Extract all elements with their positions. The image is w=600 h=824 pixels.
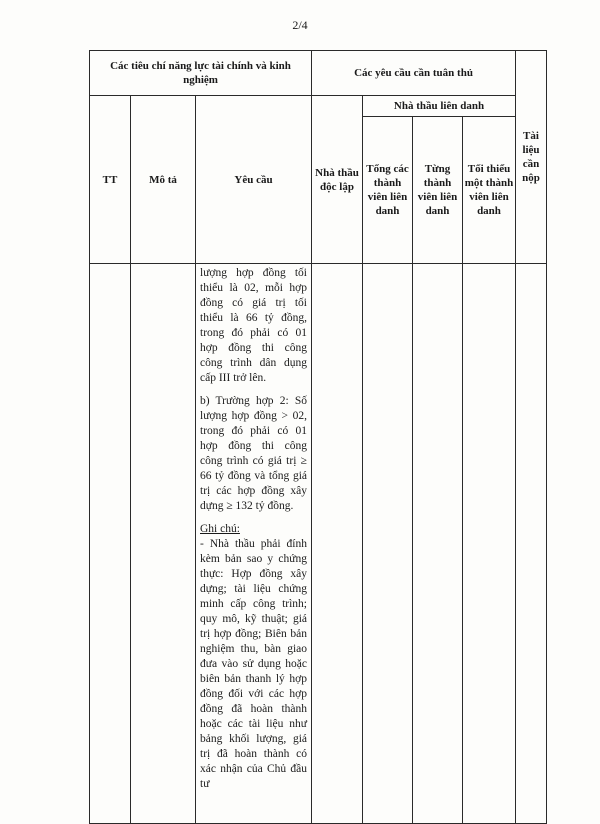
criteria-group-header: Các tiêu chí năng lực tài chính và kinh nghiệm <box>90 51 312 96</box>
independent-cell <box>312 264 363 824</box>
each-member-cell <box>413 264 463 824</box>
note-label: Ghi chú: <box>200 523 240 535</box>
min-one-member-cell <box>463 264 516 824</box>
tt-header: TT <box>90 96 131 264</box>
documents-header: Tài liệu cần nộp <box>516 51 547 264</box>
description-header: Mô tả <box>131 96 196 264</box>
joint-venture-header: Nhà thầu liên danh <box>363 96 516 117</box>
min-one-member-header: Tối thiểu một thành viên liên danh <box>463 117 516 264</box>
documents-cell <box>516 264 547 824</box>
all-members-cell <box>363 264 413 824</box>
criteria-table <box>89 50 547 824</box>
tt-cell <box>90 264 131 824</box>
page-number: 2/4 <box>292 18 308 32</box>
requirement-paragraph-2: b) Trường hợp 2: Số lượng hợp đồng > 02, trong đó phải có 01 hợp đồng thi công công trình có giá trị ≥ 66 tỷ đồng và tổng giá trị các hợp đồng xây dựng ≥ 132 tỷ đồng. <box>200 395 307 512</box>
requirement-paragraph-1: lượng hợp đồng tối thiểu là 02, mỗi hợp đồng có giá trị tối thiểu là 66 tỷ đồng, trong đó phải có 01 hợp đồng thi công công trình dân dụng cấp III trở lên. <box>200 267 307 384</box>
each-member-header: Từng thành viên liên danh <box>413 117 463 264</box>
description-cell <box>131 264 196 824</box>
all-members-header: Tổng các thành viên liên danh <box>363 117 413 264</box>
requirement-cell <box>196 264 312 824</box>
compliance-group-header: Các yêu cầu cần tuân thủ <box>312 51 516 96</box>
independent-header: Nhà thầu độc lập <box>312 96 363 264</box>
note-text: - Nhà thầu phải đính kèm bản sao y chứng thực: Hợp đồng xây dựng; tài liệu chứng minh cấp công trình; quy mô, kỹ thuật; giá trị hợp đồng; Biên bản nghiệm thu, bàn giao đưa vào sử dụng hoặc biên bản thanh lý hợp đồng đối với các hợp đồng đã hoàn thành hoặc các tài liệu như bảng khối lượng, giá trị đã hoàn thành có xác nhận của Chủ đầu tư <box>200 538 307 790</box>
requirement-header: Yêu cầu <box>196 96 312 264</box>
